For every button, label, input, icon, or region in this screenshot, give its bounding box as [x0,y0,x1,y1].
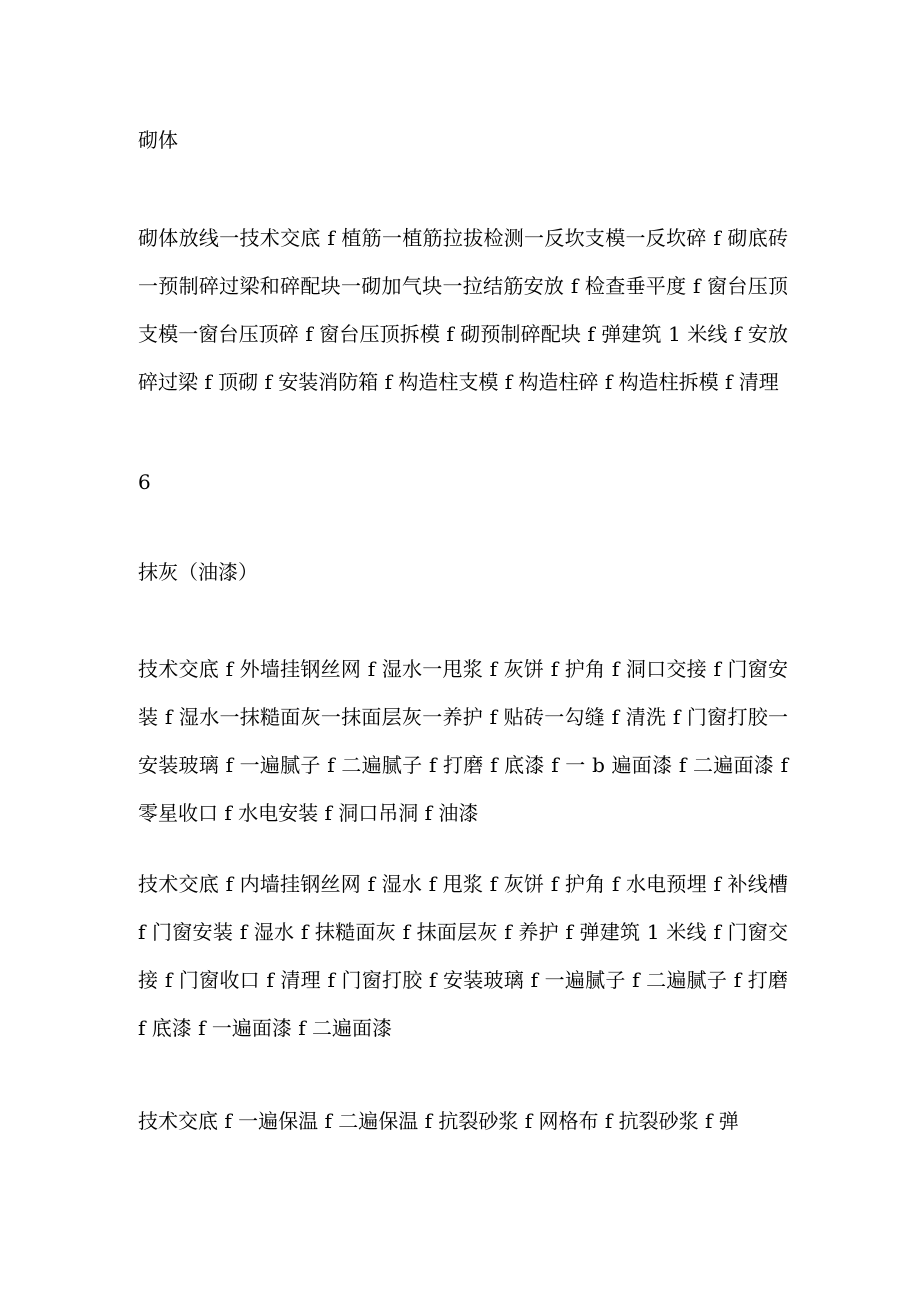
section-heading-plaster: 抹灰（油漆） [138,560,258,584]
insulation-procedure-paragraph: 技术交底 f 一遍保温 f 二遍保温 f 抗裂砂浆 f 网格布 f 抗裂砂浆 f 弹 [138,1109,739,1133]
section-heading-masonry: 砌体 [138,128,178,152]
page-number: 6 [138,470,151,494]
plaster-exterior-paragraph: 技术交底 f 外墙挂钢丝网 f 湿水一甩浆 f 灰饼 f 护角 f 洞口交接 f 门窗安装 f 湿水一抹糙面灰一抹面层灰一养护 f 贴砖一勾缝 f 清洗 f 门窗打胶一安装玻璃 f 一遍腻子 f 二遍腻子 f 打磨 f 底漆 f 一 b 遍面漆 f 二遍面漆 f 零星收口 f 水电安装 f 洞口吊洞 f 油漆 [138,657,788,825]
masonry-procedure-paragraph: 砌体放线一技术交底 f 植筋一植筋拉拔检测一反坎支模一反坎碎 f 砌底砖一预制碎过梁和碎配块一砌加气块一拉结筋安放 f 检查垂平度 f 窗台压顶支模一窗台压顶碎 f 窗台压顶拆模 f 砌预制碎配块 f 弹建筑 1 米线 f 安放碎过梁 f 顶砌 f 安装消防箱 f 构造柱支模 f 构造柱碎 f 构造柱拆模 f 清理 [138,226,788,394]
plaster-interior-paragraph: 技术交底 f 内墙挂钢丝网 f 湿水 f 甩浆 f 灰饼 f 护角 f 水电预埋 f 补线槽 f 门窗安装 f 湿水 f 抹糙面灰 f 抹面层灰 f 养护 f 弹建筑 1 米线 f 门窗交接 f 门窗收口 f 清理 f 门窗打胶 f 安装玻璃 f 一遍腻子 f 二遍腻子 f 打磨 f 底漆 f 一遍面漆 f 二遍面漆 [138,872,788,1040]
